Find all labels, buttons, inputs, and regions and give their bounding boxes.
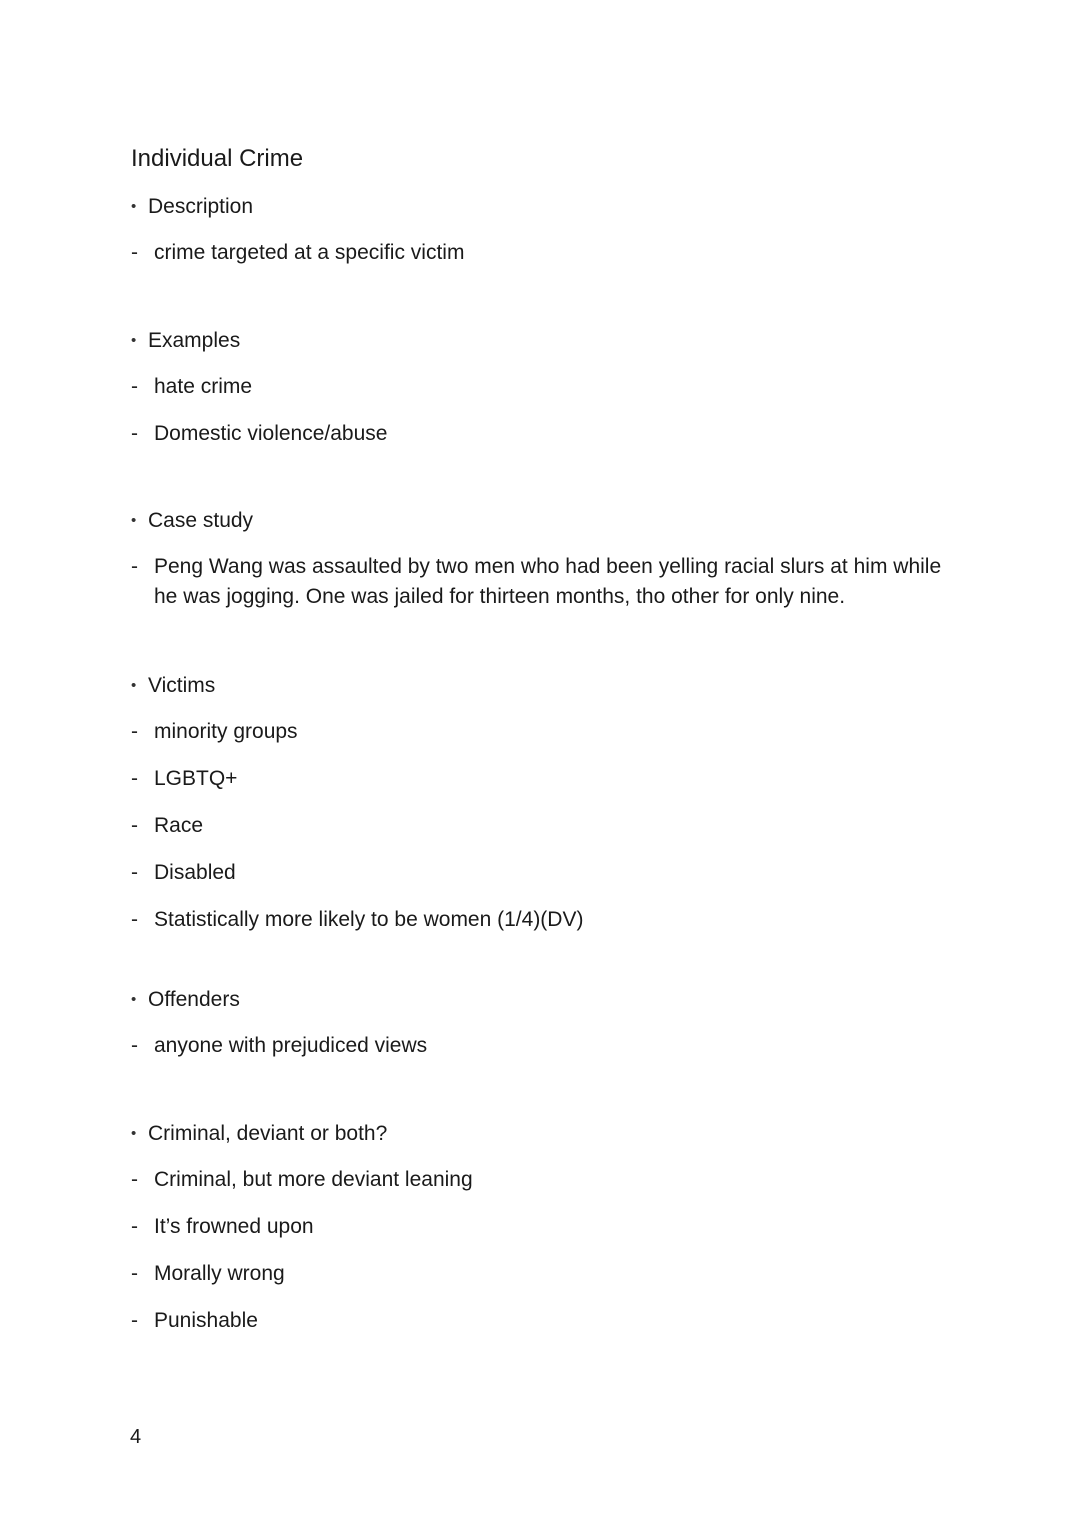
list-item-text: anyone with prejudiced views: [154, 1034, 428, 1057]
list-item: [131, 764, 961, 794]
list-item: [131, 1306, 961, 1336]
dash-icon: -: [131, 1262, 138, 1285]
bullet-icon: •: [131, 991, 137, 1008]
list-item: [131, 811, 961, 841]
list-item: [131, 1212, 961, 1242]
section-heading-row: [131, 1120, 961, 1148]
list-item-text: It’s frowned upon: [154, 1215, 314, 1238]
list-item-text: minority groups: [154, 720, 298, 743]
section-heading: Victims: [148, 674, 216, 697]
list-item-text: hate crime: [154, 375, 253, 398]
list-item: [131, 1165, 961, 1195]
dash-icon: -: [131, 720, 138, 743]
section-heading: Case study: [148, 509, 254, 532]
list-item-text: Punishable: [154, 1309, 258, 1332]
dash-icon: -: [131, 241, 138, 264]
section-offenders: [131, 986, 961, 1061]
section-heading: Examples: [148, 329, 241, 352]
page-number: 4: [130, 1426, 142, 1448]
section-examples: [131, 327, 961, 449]
list-item-text: Disabled: [154, 861, 236, 884]
bullet-icon: •: [131, 332, 137, 349]
dash-icon: -: [131, 1034, 138, 1057]
page-title: Individual Crime: [131, 145, 304, 172]
list-item: [131, 372, 961, 402]
list-item-text: Criminal, but more deviant leaning: [154, 1168, 473, 1191]
dash-icon: -: [131, 767, 138, 790]
bullet-icon: •: [131, 512, 137, 529]
dash-icon: -: [131, 555, 138, 578]
list-item-text: LGBTQ+: [154, 767, 238, 790]
section-heading-row: [131, 193, 961, 221]
list-item: [131, 1031, 961, 1061]
list-item: [131, 419, 961, 449]
dash-icon: -: [131, 908, 138, 931]
list-item: [131, 238, 961, 268]
list-item-text: Morally wrong: [154, 1262, 285, 1285]
list-item: [131, 717, 961, 747]
dash-icon: -: [131, 861, 138, 884]
section-heading-row: [131, 327, 961, 355]
section-description: [131, 193, 961, 268]
section-heading: Offenders: [148, 988, 240, 1011]
dash-icon: -: [131, 814, 138, 837]
list-item: [131, 905, 961, 935]
bullet-icon: •: [131, 198, 137, 215]
dash-icon: -: [131, 1309, 138, 1332]
section-case-study: [131, 507, 961, 612]
dash-icon: -: [131, 375, 138, 398]
section-heading-row: [131, 672, 961, 700]
section-heading-row: [131, 986, 961, 1014]
section-heading-row: [131, 507, 961, 535]
list-item: [131, 552, 961, 612]
list-item-text: Peng Wang was assaulted by two men who had been yelling racial slurs at him while he was jogging. One was jailed for thirteen months, tho other for only nine.: [154, 555, 942, 608]
list-item-text: crime targeted at a specific victim: [154, 241, 465, 264]
section-heading: Description: [148, 195, 254, 218]
section-victims: [131, 672, 961, 935]
list-item: [131, 858, 961, 888]
bullet-icon: •: [131, 677, 137, 694]
list-item-text: Domestic violence/abuse: [154, 422, 388, 445]
bullet-icon: •: [131, 1125, 137, 1142]
section-heading: Criminal, deviant or both?: [148, 1122, 388, 1145]
dash-icon: -: [131, 1215, 138, 1238]
list-item-text: Race: [154, 814, 204, 837]
list-item-text: Statistically more likely to be women (1/4)(DV): [154, 908, 584, 931]
dash-icon: -: [131, 1168, 138, 1191]
list-item: [131, 1259, 961, 1289]
section-criminal-deviant: [131, 1120, 961, 1336]
dash-icon: -: [131, 422, 138, 445]
